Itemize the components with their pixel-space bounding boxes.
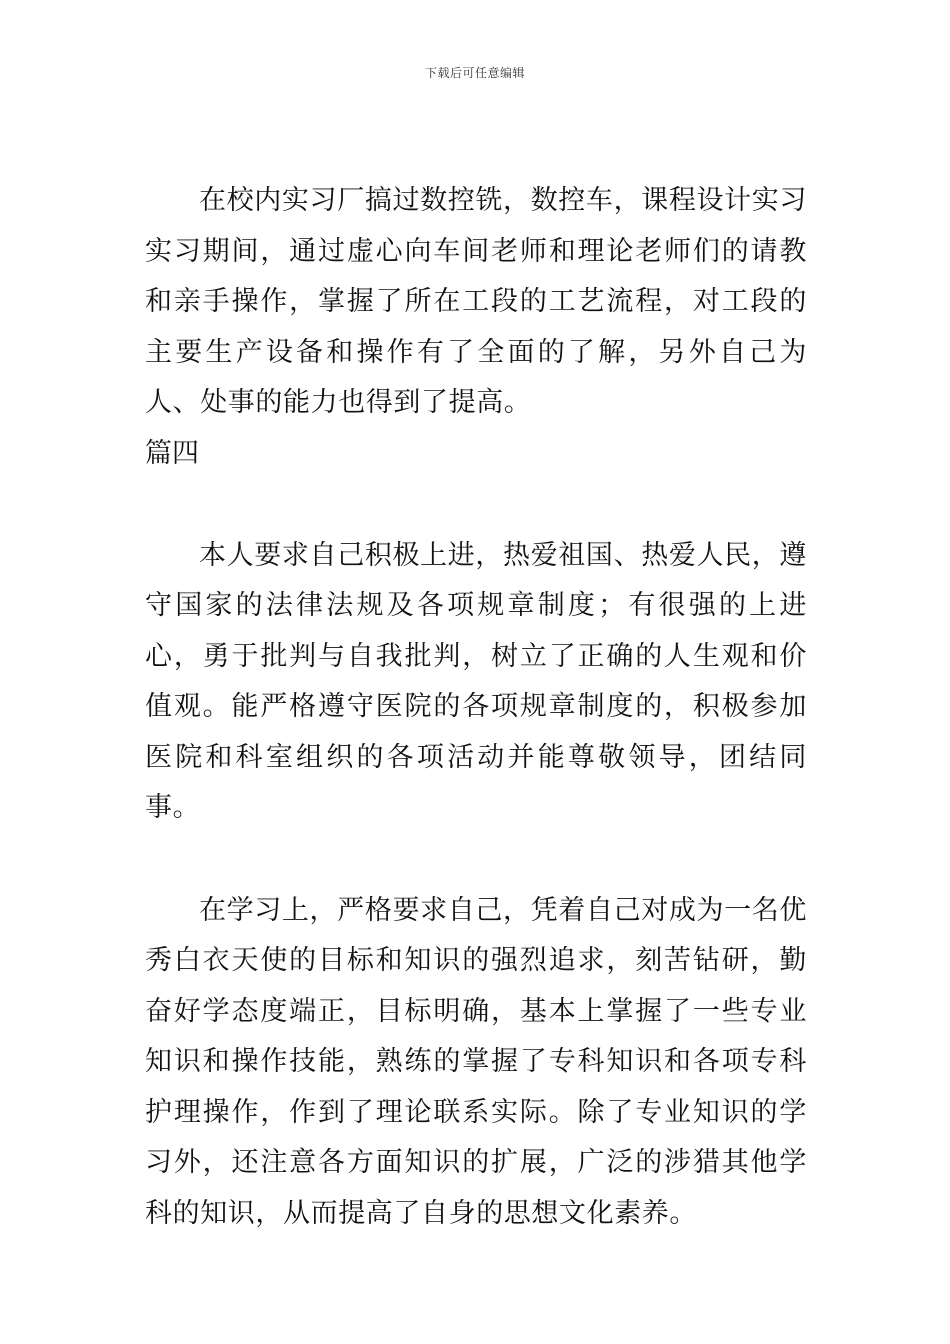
- document-body: [145, 176, 807, 1239]
- header-note: 下载后可任意编辑: [424, 66, 525, 80]
- paragraph-conduct: 本人要求自己积极上进，热爱祖国、热爱人民，遵守国家的法律法规及各项规章制度；有很强的上进心，勇于批判与自我批判，树立了正确的人生观和价值观。能严格遵守医院的各项规章制度的，积极参加医院和科室组织的各项活动并能尊敬领导，团结同事。: [145, 539, 807, 823]
- spacer: [145, 479, 807, 531]
- paragraph-study: 在学习上，严格要求自己，凭着自己对成为一名优秀白衣天使的目标和知识的强烈追求，刻苦钻研，勤奋好学态度端正，目标明确，基本上掌握了一些专业知识和操作技能，熟练的掌握了专科知识和各项专科护理操作，作到了理论联系实际。除了专业知识的学习外，还注意各方面知识的扩展，广泛的涉猎其他学科的知识，从而提高了自身的思想文化素养。: [145, 894, 807, 1229]
- section-title: 篇四: [145, 437, 199, 469]
- spacer: [145, 834, 807, 886]
- paragraph-internship: 在校内实习厂搞过数控铣，数控车，课程设计实习实习期间，通过虚心向车间老师和理论老师们的请教和亲手操作，掌握了所在工段的工艺流程，对工段的主要生产设备和操作有了全面的了解，另外自己为人、处事的能力也得到了提高。: [145, 185, 807, 418]
